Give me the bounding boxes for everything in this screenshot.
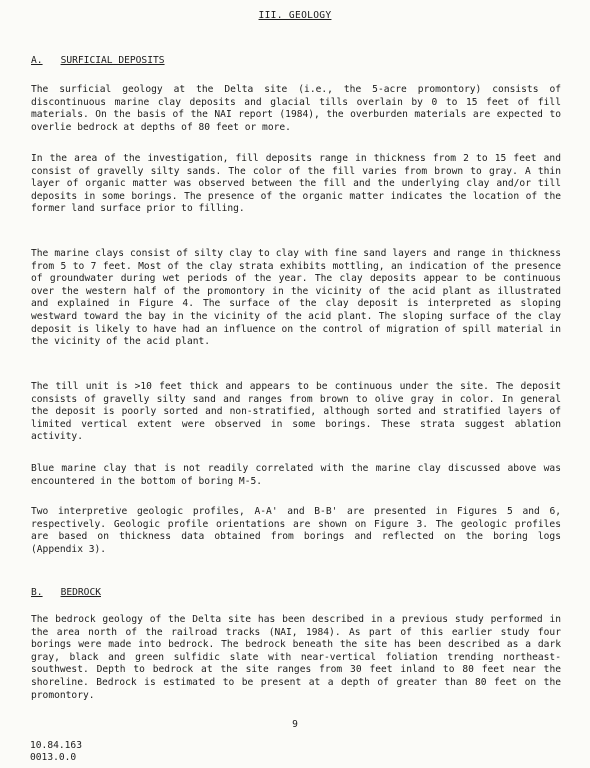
section-b-number: B.	[31, 587, 43, 598]
paragraph: The till unit is >10 feet thick and appears to be continuous under the site. The deposit consists of gravelly silty sand and ranges from brown to olive gray in color. In general the deposit is poorly sorted and non-stratified, although sorted and stratified layers of limited vertical extent were observed in some borings. These strata suggest ablation activity.	[31, 381, 561, 443]
paragraph: The bedrock geology of the Delta site has been described in a previous study performed in the area north of the railroad tracks (NAI, 1984). As part of this earlier study four borings were made into bedrock. The bedrock beneath the site has been described as a dark gray, black and green sulfidic slate with near-vertical foliation trending northeast-southwest. Depth to bedrock at the site ranges from 30 feet inland to 80 feet near the shoreline. Bedrock is estimated to be present at a depth of greater than 80 feet on the promontory.	[31, 614, 561, 701]
section-a-number: A.	[31, 55, 43, 66]
page-title: III. GEOLOGY	[258, 10, 332, 21]
section-b-heading	[31, 587, 101, 600]
section-a-title: SURFICIAL DEPOSITS	[60, 55, 165, 66]
document-id-line: 10.84.163	[30, 740, 82, 751]
document-id	[30, 740, 82, 764]
paragraph: In the area of the investigation, fill deposits range in thickness from 2 to 15 feet and consist of gravelly silty sands. The color of the fill varies from brown to gray. A thin layer of organic matter was observed between the fill and the underlying clay and/or till deposits in some borings. The presence of the organic matter indicates the location of the former land surface prior to filling.	[31, 153, 561, 215]
paragraph: The marine clays consist of silty clay to clay with fine sand layers and range in thickness from 5 to 7 feet. Most of the clay strata exhibits mottling, an indication of the presence of groundwater during wet periods of the year. The clay deposits appear to be continuous over the western half of the promontory in the vicinity of the acid plant as illustrated and explained in Figure 4. The surface of the clay deposit is interpreted as sloping westward toward the bay in the vicinity of the acid plant. The sloping surface of the clay deposit is likely to have had an influence on the control of migration of spill material in the vicinity of the acid plant.	[31, 248, 561, 348]
section-a-heading	[31, 55, 165, 68]
section-b-title: BEDROCK	[60, 587, 101, 598]
paragraph: Blue marine clay that is not readily correlated with the marine clay discussed above was encountered in the bottom of boring M-5.	[31, 463, 561, 487]
document-id-line: 0013.0.0	[30, 752, 77, 763]
paragraph: The surficial geology at the Delta site (i.e., the 5-acre promontory) consists of discontinuous marine clay deposits and glacial tills overlain by 0 to 15 feet of fill materials. On the basis of the NAI report (1984), the overburden materials are expected to overlie bedrock at depths of 80 feet or more.	[31, 84, 561, 133]
paragraph: Two interpretive geologic profiles, A-A' and B-B' are presented in Figures 5 and 6, respectively. Geologic profile orientations are shown on Figure 3. The geologic profiles are based on thickness data obtained from borings and reflected on the boring logs (Appendix 3).	[31, 506, 561, 555]
page-number: 9	[292, 719, 298, 730]
